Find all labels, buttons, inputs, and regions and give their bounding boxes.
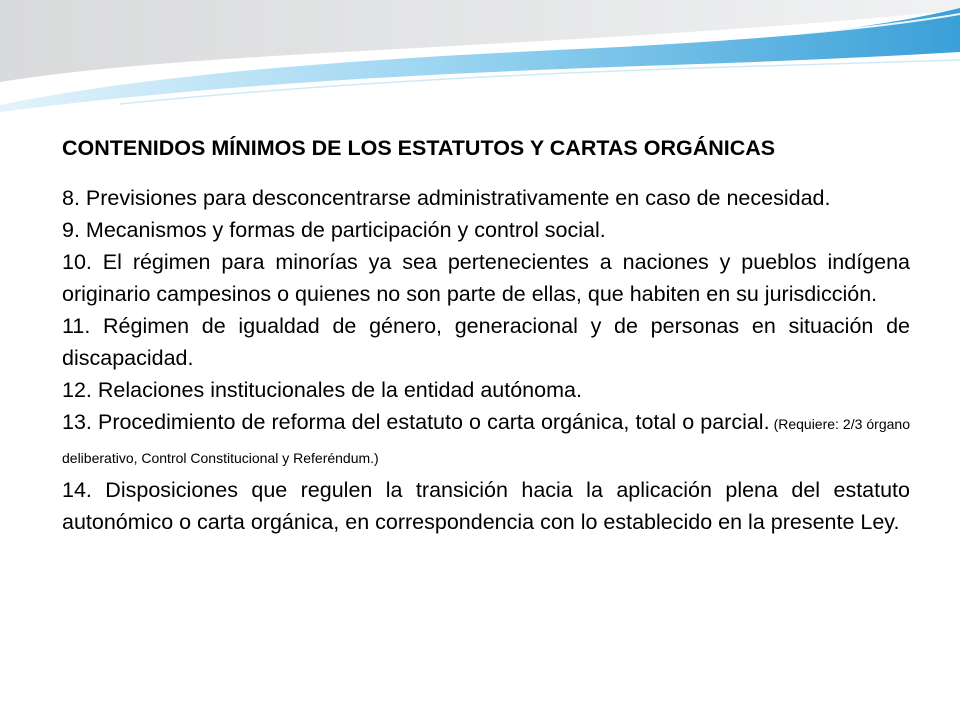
item-text: 11. Régimen de igualdad de género, generacional y de personas en situación de discapacidad. bbox=[62, 314, 910, 370]
list-item-14 bbox=[62, 474, 910, 538]
item-note: (Requiere: 2/3 órgano deliberativo, Control Constitucional y Referéndum.) bbox=[62, 416, 910, 466]
list-item-10 bbox=[62, 246, 910, 310]
item-text: 8. Previsiones para desconcentrarse administrativamente en caso de necesidad. bbox=[62, 186, 831, 210]
item-text: 14. Disposiciones que regulen la transición hacia la aplicación plena del estatuto autonómico o carta orgánica, en correspondencia con lo establecido en la presente Ley. bbox=[62, 478, 910, 534]
item-text: 13. Procedimiento de reforma del estatuto o carta orgánica, total o parcial. bbox=[62, 410, 770, 434]
item-text: 10. El régimen para minorías ya sea pertenecientes a naciones y pueblos indígena originario campesinos o quienes no son parte de ellas, que habiten en su jurisdicción. bbox=[62, 250, 910, 306]
item-text: 12. Relaciones institucionales de la entidad autónoma. bbox=[62, 378, 582, 402]
list-item-9 bbox=[62, 214, 910, 246]
list-item-13 bbox=[62, 406, 910, 474]
slide-title: CONTENIDOS MÍNIMOS DE LOS ESTATUTOS Y CARTAS ORGÁNICAS bbox=[62, 136, 776, 160]
slide-content bbox=[62, 133, 910, 538]
list-item-8 bbox=[62, 182, 910, 214]
header-wave-decoration bbox=[0, 0, 960, 125]
item-text: 9. Mecanismos y formas de participación y control social. bbox=[62, 218, 606, 242]
list-item-12 bbox=[62, 374, 910, 406]
list-item-11 bbox=[62, 310, 910, 374]
